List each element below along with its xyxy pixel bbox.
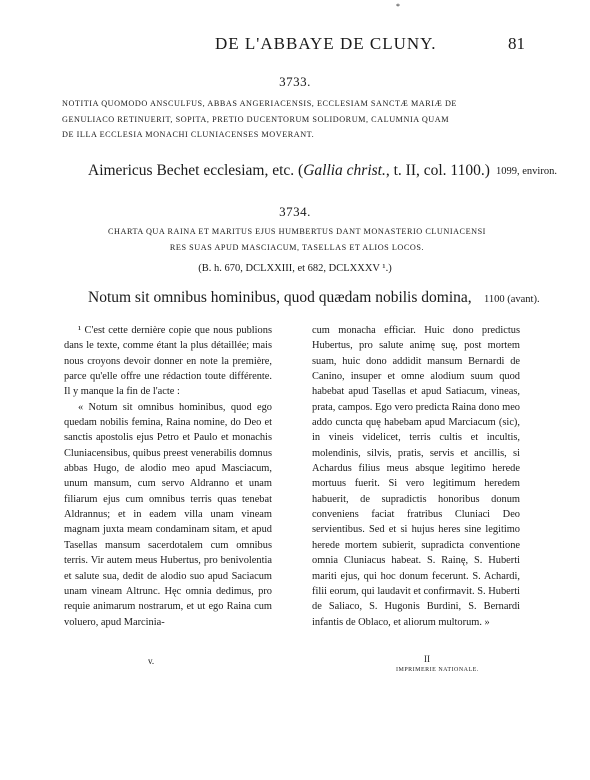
- title-line: CHARTA QUA RAINA ET MARITUS EJUS HUMBERTUS DANT MONASTERIO CLUNIACENSI: [108, 227, 486, 236]
- entry-3733-body: [88, 162, 488, 180]
- running-title: DE L'ABBAYE DE CLUNY.: [215, 34, 437, 53]
- footnote-left-column: [64, 323, 272, 630]
- body-text-end: , t. II, col. 1100.): [385, 162, 490, 179]
- date-note-3733: 1099, environ.: [496, 166, 557, 177]
- entry-3733-title: [62, 96, 532, 143]
- page-number: 81: [508, 34, 525, 53]
- entry-number-3734: 3734.: [279, 204, 311, 219]
- page-header: [55, 34, 525, 54]
- footnote-right-column: [312, 323, 520, 630]
- title-line: RES SUAS APUD MASCIACUM, TASELLAS ET ALIOS LOCOS.: [169, 242, 425, 252]
- date-note-3734: 1100 (avant).: [484, 294, 540, 305]
- printer-imprint: IMPRIMERIE NATIONALE.: [396, 667, 479, 673]
- entry-3734-title: [62, 224, 532, 255]
- footnote-charter-continuation: cum monacha efficiar. Huic dono predictus Hubertus, pro salute animę suę, post mortem suam, huic dono addidit mansum Bernardi de Canino, insuper et omne alodium suum quod habebat apud Tasellas et apud Satiacum, vineas, prata, campos. Ego vero predicta Raina dono meo addo cuncta quę habebam apud Marciacum (sic), in vineis videlicet, terris cultis et incultis, molendinis, silvis, pratis, servis et ancillis, si Achardus filius meus absque legitimo herede mortuus fuerit. Si vero legitimum heredem habuerit, de supradictis honoribus donum conveniens faciat fratribus Cluniaci Deo servientibus. Sed et si hujus heres sine legitimo herede mortem subierit, supradicta conventione omnia Cluniacus habeat. S. Rainę, S. Huberti mariti ejus, qui hoc donum fecerunt. S. Achardi, filii eorum, qui laudavit et confirmavit. S. Huberti de Saliaco, S. Hugonis Burdini, S. Bernardi infantis de Oblaco, et aliorum multorum. »: [312, 325, 520, 628]
- body-text-italic: Gallia christ.: [303, 162, 386, 179]
- title-line: DE ILLA ECCLESIA MONACHI CLUNIACENSES MOVERANT.: [62, 130, 315, 139]
- top-mark: *: [396, 2, 400, 11]
- sheet-number: II: [424, 654, 430, 664]
- entry-3734-body: Notum sit omnibus hominibus, quod quædam nobilis domina,: [88, 289, 472, 306]
- title-line: GENULIACO RETINUERIT, SOPITA, PRETIO DUCENTORUM SOLIDORUM, CALUMNIA QUAM: [62, 114, 450, 124]
- signature-mark: v.: [148, 656, 155, 666]
- source-reference: (B. h. 670, DCLXXIII, et 682, DCLXXXV ¹.): [198, 263, 392, 274]
- title-line: NOTITIA QUOMODO ANSCULFUS, ABBAS ANGERIACENSIS, ECCLESIAM SANCTÆ MARIÆ DE: [62, 99, 457, 108]
- body-text-start: Aimericus Bechet ecclesiam, etc. (: [88, 162, 304, 179]
- footnote-charter-text: « Notum sit omnibus hominibus, quod ego quedam nobilis femina, Raina nomine, do Deo et sanctis apostolis ejus Petro et Paulo et monachis Cluniacensibus, quibus preest venerabilis domnus abbas Hugo, de alodio meo apud Masciacum, unum mansum, cum servo Aldranno et unam filiarum ejus cum omnibus terris quas tenebat Aldrannus; et in eadem villa unam vineam magnam juxta meam condaminam sitam, et apud Tasellas mansum sacerdotalem cum omnibus terris. Vir autem meus Hubertus, pro benivolentia et salute sua, dedit de alodio suo apud Saciacum unam vineam Altrunc. Hęc omnia dedimus, pro requie animarum nostrarum, et ut ego Raina cum voluero, apud Marcinia-: [64, 401, 272, 628]
- footnote-intro: ¹ C'est cette dernière copie que nous publions dans le texte, comme étant la plus détaillée; mais nous croyons devoir donner en note la première, parce qu'elle offre une rédaction toute différente. Il y manque la fin de l'acte :: [64, 325, 272, 398]
- entry-number-3733: 3733.: [279, 74, 311, 89]
